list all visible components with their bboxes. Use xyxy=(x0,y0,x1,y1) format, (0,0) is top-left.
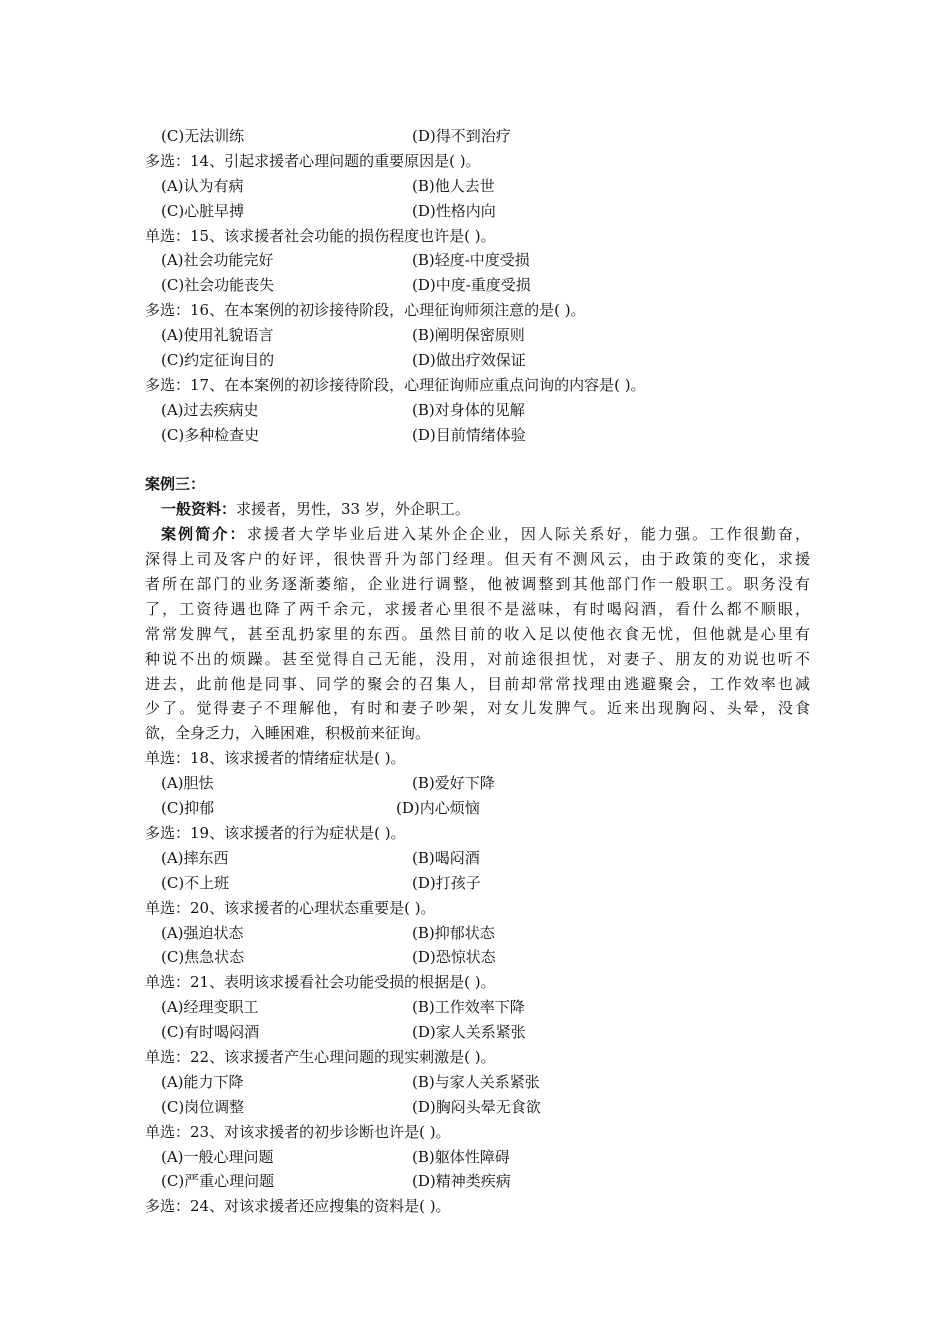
option-b: (B)躯体性障碍 xyxy=(412,1147,510,1166)
option-c: (C)多种检查史 xyxy=(161,425,260,444)
option-row xyxy=(145,771,810,796)
case-intro-line: 常常发脾气，甚至乱扔家里的东西。虽然目前的收入足以使他衣食无忧，但他就是心里有 xyxy=(145,624,810,643)
option-row xyxy=(145,871,810,896)
option-row xyxy=(145,124,810,149)
spacer xyxy=(145,448,810,473)
option-c: (C)抑郁 xyxy=(161,799,215,818)
question-stem: 单选：22、该求援者产生心理问题的现实刺激是( )。 xyxy=(145,1047,496,1066)
case-intro-line: 种说不出的烦躁。甚至觉得自己无能，没用，对前途很担忧，对妻子、朋友的劝说也听不 xyxy=(145,649,810,668)
option-row xyxy=(145,1095,810,1120)
option-b: (B)阐明保密原则 xyxy=(412,326,525,345)
option-row xyxy=(145,248,810,273)
option-b: (B)抑郁状态 xyxy=(412,923,495,942)
option-row xyxy=(145,921,810,946)
option-row xyxy=(145,1169,810,1194)
option-row xyxy=(145,348,810,373)
case-intro-line: 案例简介：求援者大学毕业后进入某外企企业，因人际关系好，能力强。工作很勤奋， xyxy=(161,525,810,544)
option-d: (D)中度-重度受损 xyxy=(412,276,531,295)
option-row xyxy=(145,323,810,348)
option-c: (C)有时喝闷酒 xyxy=(161,1023,260,1042)
option-a: (A)过去疾病史 xyxy=(161,400,259,419)
option-c: (C)严重心理问题 xyxy=(161,1172,275,1191)
case-intro-line: 者所在部门的业务逐渐萎缩，企业进行调整，他被调整到其他部门作一般职工。职务没有 xyxy=(145,575,810,594)
option-a: (A)一般心理问题 xyxy=(161,1147,274,1166)
case-intro-label: 案例简介： xyxy=(161,525,247,544)
option-a: (A)经理变职工 xyxy=(161,998,259,1017)
option-row xyxy=(145,995,810,1020)
case-intro-line: 了，工资待遇也降了两千余元，求援者心里很不是滋味，有时喝闷酒，看什么都不顺眼， xyxy=(145,599,810,618)
question-stem: 单选：15、该求援者社会功能的损伤程度也许是( )。 xyxy=(145,226,496,245)
option-b: (B)对身体的见解 xyxy=(412,400,525,419)
option-row xyxy=(145,1070,810,1095)
option-d: (D)做出疗效保证 xyxy=(412,351,526,370)
option-b: (B)喝闷酒 xyxy=(412,848,480,867)
option-row xyxy=(145,846,810,871)
option-row xyxy=(145,174,810,199)
option-c: (C)心脏早搏 xyxy=(161,201,245,220)
option-d: (D)得不到治疗 xyxy=(412,127,511,145)
option-c: (C)不上班 xyxy=(161,873,230,892)
question-stem: 多选：14、引起求援者心理问题的重要原因是( )。 xyxy=(145,151,481,170)
general-info xyxy=(145,497,810,522)
general-info-text: 求援者，男性，33 岁，外企职工。 xyxy=(236,500,470,519)
option-row xyxy=(145,796,810,821)
option-d: (D)目前情绪体验 xyxy=(412,425,526,444)
option-row xyxy=(145,1020,810,1045)
option-a: (A)认为有病 xyxy=(161,176,244,195)
option-row xyxy=(145,273,810,298)
question-stem: 多选：16、在本案例的初诊接待阶段，心理征询师须注意的是( )。 xyxy=(145,301,586,320)
question-stem: 单选：23、对该求援者的初步诊断也许是( )。 xyxy=(145,1122,451,1141)
question-stem: 多选：17、在本案例的初诊接待阶段，心理征询师应重点问询的内容是( )。 xyxy=(145,375,646,394)
option-d: (D)打孩子 xyxy=(412,873,481,892)
option-d: (D)家人关系紧张 xyxy=(412,1023,526,1042)
question-stem: 单选：20、该求援者的心理状态重要是( )。 xyxy=(145,898,436,917)
option-row xyxy=(145,1145,810,1170)
option-d: (D)胸闷头晕无食欲 xyxy=(412,1097,541,1116)
case-intro-line: 少了。觉得妻子不理解他，有时和妻子吵架，对女儿发脾气。近来出现胸闷、头晕，没食 xyxy=(145,699,810,718)
case-intro-line: 欲，全身乏力，入睡困难，积极前来征询。 xyxy=(145,724,431,743)
option-row xyxy=(145,199,810,224)
question-stem: 多选：19、该求援者的行为症状是( )。 xyxy=(145,823,406,842)
option-c: (C)无法训练 xyxy=(161,127,245,145)
case-intro-line: 进去，此前他是同事、同学的聚会的召集人，目前却常常找理由逃避聚会，工作效率也减 xyxy=(145,674,810,693)
option-a: (A)社会功能完好 xyxy=(161,251,274,270)
option-d: (D)内心烦恼 xyxy=(396,799,480,818)
option-d: (D)恐惊状态 xyxy=(412,948,496,967)
question-stem: 单选：18、该求援者的情绪症状是( )。 xyxy=(145,749,406,768)
option-b: (B)工作效率下降 xyxy=(412,998,525,1017)
option-d: (D)精神类疾病 xyxy=(412,1172,511,1191)
option-b: (B)他人去世 xyxy=(412,176,495,195)
option-row xyxy=(145,398,810,423)
option-a: (A)使用礼貌语言 xyxy=(161,326,274,345)
question-stem: 多选：24、对该求援者还应搜集的资料是( )。 xyxy=(145,1197,451,1216)
option-row xyxy=(145,945,810,970)
general-info-label: 一般资料： xyxy=(161,500,237,519)
document-page xyxy=(145,124,810,1219)
option-c: (C)焦急状态 xyxy=(161,948,245,967)
option-a: (A)摔东西 xyxy=(161,848,229,867)
case-title: 案例三： xyxy=(145,475,206,494)
option-b: (B)与家人关系紧张 xyxy=(412,1072,540,1091)
option-a: (A)胆怯 xyxy=(161,774,214,793)
option-row xyxy=(145,423,810,448)
option-c: (C)岗位调整 xyxy=(161,1097,245,1116)
option-c: (C)社会功能丧失 xyxy=(161,276,275,295)
case-intro-line: 深得上司及客户的好评，很快晋升为部门经理。但天有不测风云，由于政策的变化，求援 xyxy=(145,550,810,569)
option-a: (A)能力下降 xyxy=(161,1072,244,1091)
option-c: (C)约定征询目的 xyxy=(161,351,275,370)
option-a: (A)强迫状态 xyxy=(161,923,244,942)
option-d: (D)性格内向 xyxy=(412,201,496,220)
option-b: (B)轻度-中度受损 xyxy=(412,251,530,270)
question-stem: 单选：21、表明该求援看社会功能受损的根据是( )。 xyxy=(145,973,496,992)
option-b: (B)爱好下降 xyxy=(412,774,495,793)
